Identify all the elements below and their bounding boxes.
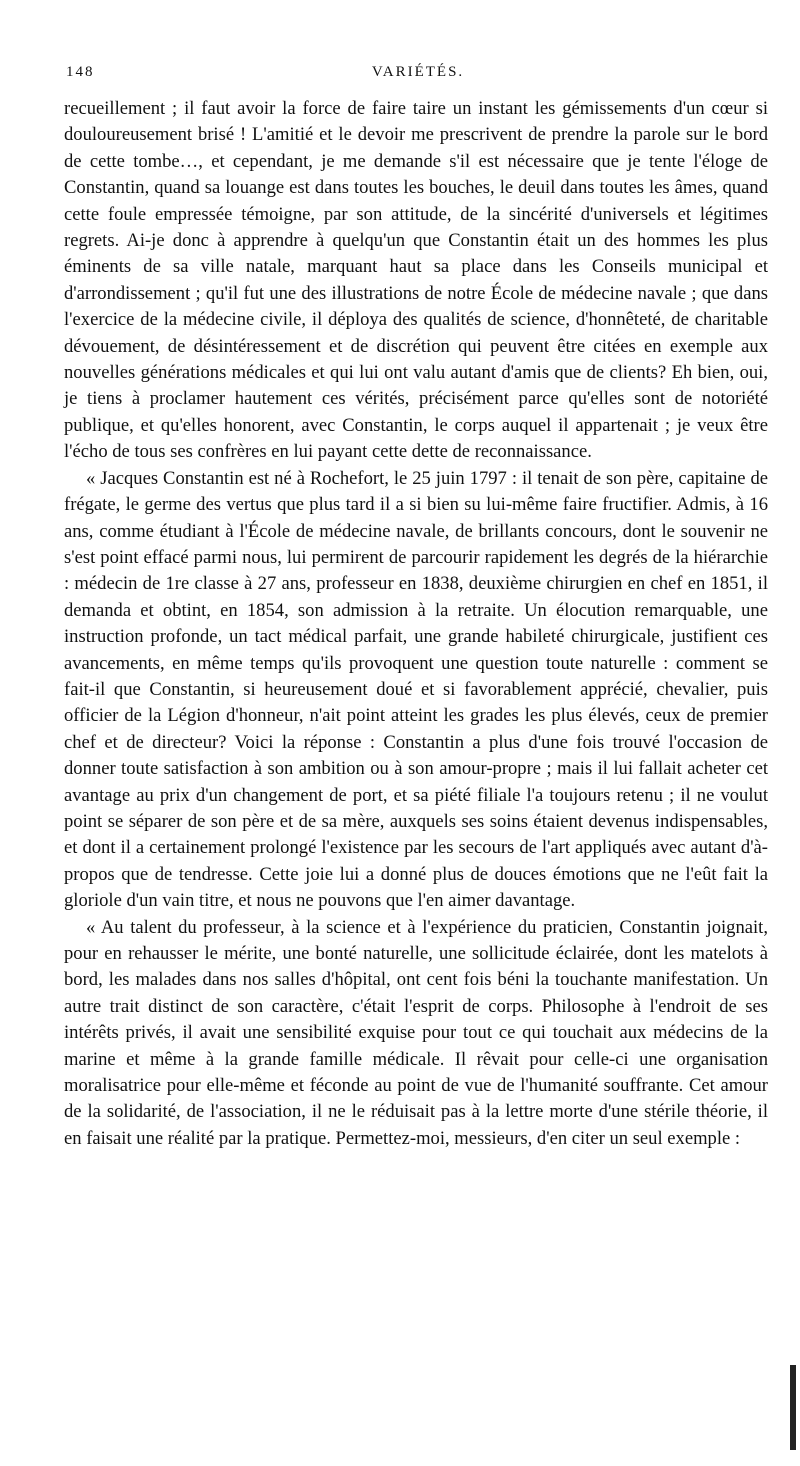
body-text [64,96,768,1152]
page-number: 148 [66,64,95,80]
page-header [66,64,770,94]
running-head: VARIÉTÉS. [371,64,465,80]
paragraph: recueillement ; il faut avoir la force de faire taire un instant les gémissements d'un cœur si douloureusement brisé ! L'amitié et le devoir me prescrivent de prendre la parole sur le bord de cette tombe…, et cependant, je me demande s'il est nécessaire que je tente l'éloge de Constantin, quand sa louange est dans toutes les bouches, le deuil dans toutes les âmes, quand cette foule empressée témoigne, par son attitude, de la sincérité d'universels et légitimes regrets. Ai-je donc à apprendre à quelqu'un que Constantin était un des hommes les plus éminents de sa ville natale, marquant haut sa place dans les Conseils municipal et d'arrondissement ; qu'il fut une des illustrations de notre École de médecine navale ; que dans l'exercice de la médecine civile, il déploya des qualités de science, d'honnêteté, de charitable dévouement, de désintéressement et de discrétion qui peuvent être citées en exemple aux nouvelles générations médicales et qui lui ont valu autant d'amis que de clients? Eh bien, oui, je tiens à proclamer hautement ces vérités, précisément parce qu'elles sont de notoriété publique, et qu'elles honorent, avec Constantin, le corps auquel il appartenait ; je veux être l'écho de tous ses confrères en lui payant cette dette de reconnaissance. [64,98,768,463]
paragraph: « Au talent du professeur, à la science et à l'expérience du praticien, Constantin joignait, pour en rehausser le mérite, une bonté naturelle, une sollicitude éclairée, dont les matelots à bord, les malades dans nos salles d'hôpital, ont cent fois béni la touchante manifestation. Un autre trait distinct de son caractère, c'était l'esprit de corps. Philosophe à l'endroit de ses intérêts privés, il avait une sensibilité exquise pour tout ce qui touchait aux médecins de la marine et même à la grande famille médicale. Il rêvait pour celle-ci une organisation moralisatrice pour elle-même et féconde au point de vue de l'humanité souffrante. Cet amour de la solidarité, de l'association, il ne le réduisait pas à la lettre morte d'une stérile théorie, il en faisait une réalité par la pratique. Permettez-moi, messieurs, d'en citer un seul exemple : [64,916,768,1149]
page-edge-mark [790,1365,796,1450]
paragraph: « Jacques Constantin est né à Rochefort, le 25 juin 1797 : il tenait de son père, capitaine de frégate, le germe des vertus que plus tard il a si bien su lui-même faire fructifier. Admis, à 16 ans, comme étudiant à l'École de médecine navale, de brillants concours, dont le souvenir ne s'est point effacé parmi nous, lui permirent de parcourir rapidement les degrés de la hiérarchie : médecin de 1re classe à 27 ans, professeur en 1838, deuxième chirurgien en chef en 1851, il demanda et obtint, en 1854, son admission à la retraite. Un élocution remarquable, une instruction profonde, un tact médical parfait, une grande habileté chirurgicale, justifient ces avancements, en même temps qu'ils provoquent une question toute naturelle : comment se fait-il que Constantin, si heureusement doué et si favorablement apprécié, chevalier, puis officier de la Légion d'honneur, n'ait point atteint les grades les plus élevés, ceux de premier chef et de directeur? Voici la réponse : Constantin a plus d'une fois trouvé l'occasion de donner toute satisfaction à son ambition ou à son amour-propre ; mais il lui fallait acheter cet avantage au prix d'un changement de port, et sa piété filiale l'a toujours retenu ; il ne voulut point se séparer de son père et de sa mère, auxquels ses soins étaient devenus indispensables, et dont il a certainement prolongé l'existence par les secours de l'art appliqués avec autant d'à-propos que de tendresse. Cette joie lui a donné plus de douces émotions que ne l'eût fait la gloriole d'un vain titre, et nous ne pouvons que l'en aimer davantage. [64,467,768,912]
